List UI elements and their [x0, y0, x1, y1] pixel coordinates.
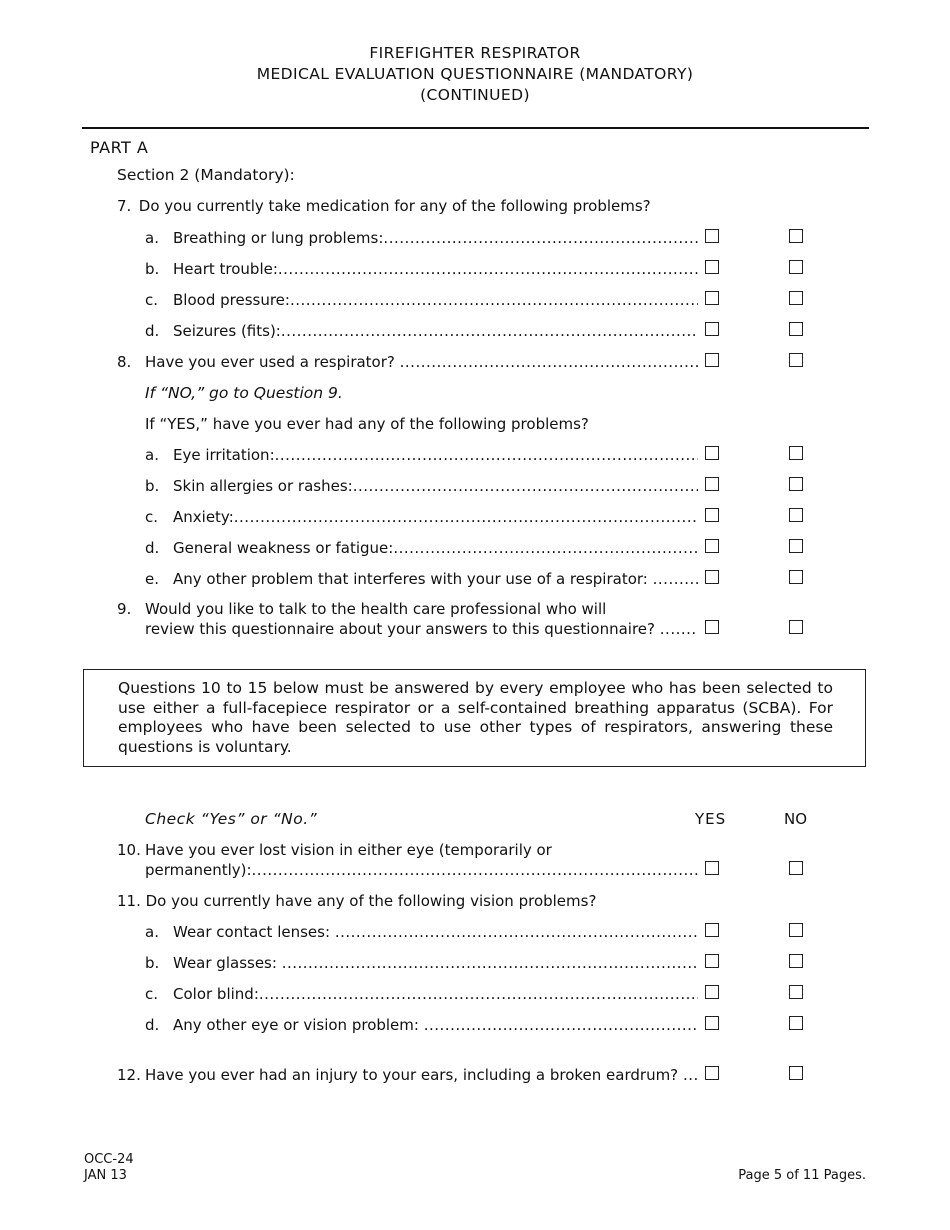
- q7b-no-checkbox[interactable]: [789, 260, 803, 274]
- q8d-yes-checkbox[interactable]: [705, 539, 719, 553]
- q7d-no-checkbox[interactable]: [789, 322, 803, 336]
- q7c-no-checkbox[interactable]: [789, 291, 803, 305]
- header-divider: [82, 127, 869, 129]
- q7d-label: Seizures (fits):: [173, 322, 281, 340]
- q8-if-yes-instruction: If “YES,” have you ever had any of the following problems?: [145, 415, 589, 433]
- q11a-letter: a.: [145, 923, 159, 941]
- q12-row: [145, 1066, 698, 1084]
- q7b-yes-checkbox[interactable]: [705, 260, 719, 274]
- q11a-no-checkbox[interactable]: [789, 923, 803, 937]
- no-column-header: NO: [784, 810, 808, 828]
- q11c-letter: c.: [145, 985, 159, 1003]
- q9-line2: review this questionnaire about your answers to this questionnaire?: [145, 620, 655, 638]
- q11d-label: Any other eye or vision problem:: [173, 1016, 419, 1034]
- q8e-yes-checkbox[interactable]: [705, 570, 719, 584]
- part-label: PART A: [90, 138, 149, 157]
- question-11: 11. Do you currently have any of the following vision problems?: [117, 892, 597, 910]
- check-instruction: Check “Yes” or “No.”: [145, 810, 318, 828]
- q8e-row: [173, 570, 698, 588]
- form-code: OCC-24: [84, 1152, 134, 1167]
- q11b-yes-checkbox[interactable]: [705, 954, 719, 968]
- q8-yes-checkbox[interactable]: [705, 353, 719, 367]
- q8c-yes-checkbox[interactable]: [705, 508, 719, 522]
- q8-label: Have you ever used a respirator?: [145, 353, 395, 371]
- q7b-letter: b.: [145, 260, 160, 278]
- q8b-yes-checkbox[interactable]: [705, 477, 719, 491]
- q8b-row: [173, 477, 698, 495]
- q11b-row: [173, 954, 698, 972]
- q8c-label: Anxiety:: [173, 508, 234, 526]
- q8e-label: Any other problem that interferes with your use of a respirator:: [173, 570, 648, 588]
- q9-row: [145, 620, 698, 638]
- q7d-letter: d.: [145, 322, 160, 340]
- voluntary-notice-box: [83, 669, 866, 767]
- q11d-yes-checkbox[interactable]: [705, 1016, 719, 1030]
- q7b-row: [173, 260, 698, 278]
- q8a-no-checkbox[interactable]: [789, 446, 803, 460]
- q11a-row: [173, 923, 698, 941]
- q7a-yes-checkbox[interactable]: [705, 229, 719, 243]
- q11b-label: Wear glasses:: [173, 954, 277, 972]
- q8b-letter: b.: [145, 477, 160, 495]
- q8-row: [145, 353, 698, 371]
- q8a-row: [173, 446, 698, 464]
- q11d-letter: d.: [145, 1016, 160, 1034]
- q9-line1: Would you like to talk to the health care professional who will: [145, 600, 607, 618]
- page-number: Page 5 of 11 Pages.: [738, 1168, 866, 1183]
- q8e-no-checkbox[interactable]: [789, 570, 803, 584]
- question-7: 7. Do you currently take medication for any of the following problems?: [117, 197, 651, 215]
- q12-number: 12.: [117, 1066, 141, 1084]
- q12-no-checkbox[interactable]: [789, 1066, 803, 1080]
- q8a-label: Eye irritation:: [173, 446, 275, 464]
- form-date: JAN 13: [84, 1168, 127, 1183]
- q11b-no-checkbox[interactable]: [789, 954, 803, 968]
- q10-number: 10.: [117, 841, 141, 859]
- q8c-letter: c.: [145, 508, 159, 526]
- q7c-letter: c.: [145, 291, 159, 309]
- q8d-label: General weakness or fatigue:: [173, 539, 394, 557]
- q11c-row: [173, 985, 698, 1003]
- q7a-label: Breathing or lung problems:: [173, 229, 384, 247]
- q7c-row: [173, 291, 698, 309]
- q10-line1: Have you ever lost vision in either eye (temporarily or: [145, 841, 552, 859]
- q11c-no-checkbox[interactable]: [789, 985, 803, 999]
- voluntary-notice-text: Questions 10 to 15 below must be answered by every employee who has been selected to use either a full-facepiece respirator or a self-contained breathing apparatus (SCBA). For employees who have been selected to use other types of respirators, answering these questions is voluntary.: [118, 679, 833, 756]
- q9-yes-checkbox[interactable]: [705, 620, 719, 634]
- q7c-yes-checkbox[interactable]: [705, 291, 719, 305]
- q7a-letter: a.: [145, 229, 159, 247]
- q9-number: 9.: [117, 600, 132, 618]
- q12-yes-checkbox[interactable]: [705, 1066, 719, 1080]
- q12-label: Have you ever had an injury to your ears, including a broken eardrum?: [145, 1066, 679, 1084]
- q11a-label: Wear contact lenses:: [173, 923, 331, 941]
- q8-number: 8.: [117, 353, 132, 371]
- q7b-label: Heart trouble:: [173, 260, 278, 278]
- q8d-no-checkbox[interactable]: [789, 539, 803, 553]
- q8c-no-checkbox[interactable]: [789, 508, 803, 522]
- q11d-row: [173, 1016, 698, 1034]
- q9-no-checkbox[interactable]: [789, 620, 803, 634]
- q7d-row: [173, 322, 698, 340]
- q11c-yes-checkbox[interactable]: [705, 985, 719, 999]
- q11a-yes-checkbox[interactable]: [705, 923, 719, 937]
- form-title: FIREFIGHTER RESPIRATOR: [369, 44, 581, 62]
- yes-column-header: YES: [695, 810, 727, 828]
- q10-no-checkbox[interactable]: [789, 861, 803, 875]
- q10-row: [145, 861, 698, 879]
- q8b-no-checkbox[interactable]: [789, 477, 803, 491]
- section-label: Section 2 (Mandatory):: [117, 166, 295, 184]
- q8-if-no-instruction: If “NO,” go to Question 9.: [145, 384, 343, 402]
- q8d-letter: d.: [145, 539, 160, 557]
- q8d-row: [173, 539, 698, 557]
- q7a-no-checkbox[interactable]: [789, 229, 803, 243]
- q10-yes-checkbox[interactable]: [705, 861, 719, 875]
- q10-line2: permanently):: [145, 861, 252, 879]
- form-continued: (CONTINUED): [420, 86, 530, 104]
- q8b-label: Skin allergies or rashes:: [173, 477, 353, 495]
- q11d-no-checkbox[interactable]: [789, 1016, 803, 1030]
- q8-no-checkbox[interactable]: [789, 353, 803, 367]
- q7c-label: Blood pressure:: [173, 291, 290, 309]
- form-subtitle: MEDICAL EVALUATION QUESTIONNAIRE (MANDATORY): [256, 65, 694, 83]
- q11c-label: Color blind:: [173, 985, 259, 1003]
- q8a-yes-checkbox[interactable]: [705, 446, 719, 460]
- q8c-row: [173, 508, 698, 526]
- q7a-row: [173, 229, 698, 247]
- q8a-letter: a.: [145, 446, 159, 464]
- q11b-letter: b.: [145, 954, 160, 972]
- q8e-letter: e.: [145, 570, 159, 588]
- q7d-yes-checkbox[interactable]: [705, 322, 719, 336]
